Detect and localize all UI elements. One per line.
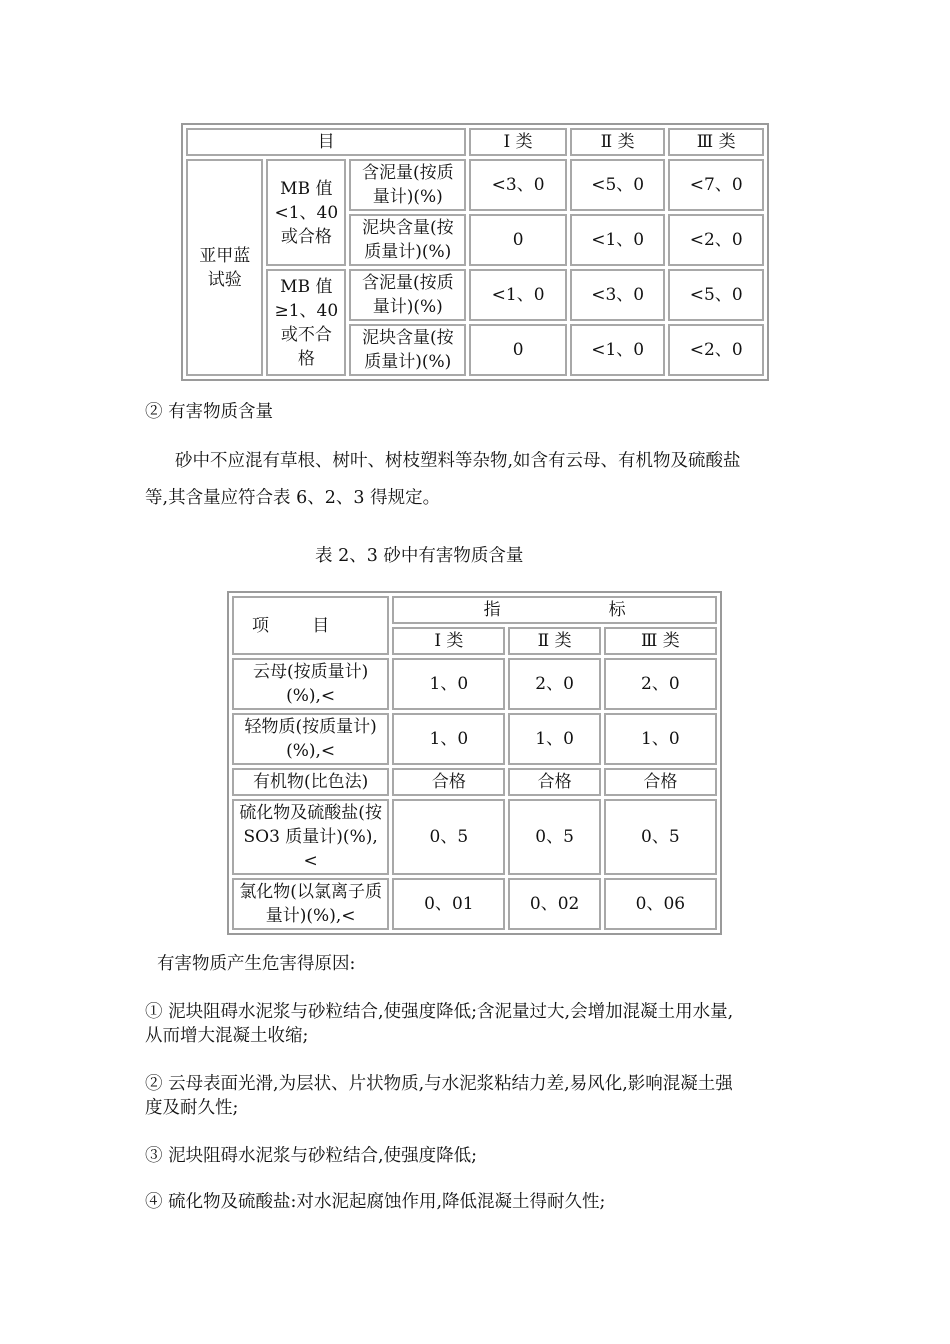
- table-row: [232, 799, 717, 875]
- value-cell: 1、0: [392, 713, 505, 765]
- cause-item-3: ③ 泥块阻碍水泥浆与砂粒结合,使强度降低;: [145, 1146, 478, 1166]
- value-cell: 0、06: [604, 878, 717, 930]
- header-class-1: Ⅰ 类: [469, 128, 567, 156]
- value-cell: 0、01: [392, 878, 505, 930]
- table-header-row: [186, 128, 764, 156]
- value-cell: 合格: [508, 768, 600, 796]
- value-cell: <3、0: [570, 269, 666, 321]
- row-name-cell: 含泥量(按质量计)(%): [349, 269, 466, 321]
- header-item-cell: 项 目: [232, 596, 389, 655]
- value-cell: 0: [469, 324, 567, 376]
- value-cell: 0、5: [392, 799, 505, 875]
- row-name-cell: 氯化物(以氯离子质量计)(%),<: [232, 878, 389, 930]
- value-cell: <1、0: [570, 214, 666, 266]
- table-header-row: [232, 596, 717, 624]
- cause-item-1-line-2: 从而增大混凝土收缩;: [145, 1026, 309, 1046]
- header-class-3: Ⅲ 类: [668, 128, 764, 156]
- value-cell: <1、0: [469, 269, 567, 321]
- section-heading: ② 有害物质含量: [145, 402, 274, 422]
- body-paragraph-line-2: 等,其含量应符合表 6、2、3 得规定。: [145, 488, 441, 508]
- value-cell: 1、0: [508, 713, 600, 765]
- harmful-substance-table: [227, 591, 722, 935]
- group-label-cell: 亚甲蓝试验: [186, 159, 263, 376]
- row-name-cell: 含泥量(按质量计)(%): [349, 159, 466, 211]
- row-name-cell: 泥块含量(按质量计)(%): [349, 324, 466, 376]
- value-cell: <1、0: [570, 324, 666, 376]
- value-cell: 1、0: [392, 658, 505, 710]
- cause-item-2-line-1: ② 云母表面光滑,为层状、片状物质,与水泥浆粘结力差,易风化,影响混凝土强: [145, 1074, 733, 1094]
- table-row: [232, 658, 717, 710]
- causes-intro: 有害物质产生危害得原因:: [157, 954, 356, 974]
- value-cell: 2、0: [508, 658, 600, 710]
- header-class-2: Ⅱ 类: [570, 128, 666, 156]
- value-cell: <2、0: [668, 324, 764, 376]
- header-item-cell: 目: [186, 128, 466, 156]
- cause-item-1-line-1: ① 泥块阻碍水泥浆与砂粒结合,使强度降低;含泥量过大,会增加混凝土用水量,: [145, 1002, 734, 1022]
- header-class-1: Ⅰ 类: [392, 627, 505, 655]
- value-cell: <3、0: [469, 159, 567, 211]
- subgroup-label-cell: MB 值<1、40或合格: [266, 159, 346, 266]
- value-cell: <2、0: [668, 214, 764, 266]
- value-cell: <5、0: [668, 269, 764, 321]
- value-cell: 合格: [392, 768, 505, 796]
- body-paragraph-line-1: 砂中不应混有草根、树叶、树枝塑料等杂物,如含有云母、有机物及硫酸盐: [175, 451, 741, 471]
- value-cell: 0、02: [508, 878, 600, 930]
- value-cell: 合格: [604, 768, 717, 796]
- header-indicator-cell: 指 标: [392, 596, 717, 624]
- value-cell: 2、0: [604, 658, 717, 710]
- aggregate-mud-content-table: [181, 123, 769, 381]
- subgroup-label-cell: MB 值≥1、40或不合格: [266, 269, 346, 376]
- row-name-cell: 有机物(比色法): [232, 768, 389, 796]
- row-name-cell: 云母(按质量计)(%),<: [232, 658, 389, 710]
- row-name-cell: 硫化物及硫酸盐(按 SO3 质量计)(%),<: [232, 799, 389, 875]
- value-cell: 0: [469, 214, 567, 266]
- value-cell: <5、0: [570, 159, 666, 211]
- header-class-3: Ⅲ 类: [604, 627, 717, 655]
- value-cell: 1、0: [604, 713, 717, 765]
- table-caption: 表 2、3 砂中有害物质含量: [315, 546, 524, 566]
- row-name-cell: 轻物质(按质量计)(%),<: [232, 713, 389, 765]
- header-class-2: Ⅱ 类: [508, 627, 600, 655]
- table-row: [186, 159, 764, 211]
- table-row: [232, 878, 717, 930]
- table-row: [232, 713, 717, 765]
- table-row: [232, 768, 717, 796]
- row-name-cell: 泥块含量(按质量计)(%): [349, 214, 466, 266]
- value-cell: <7、0: [668, 159, 764, 211]
- table-row: [186, 269, 764, 321]
- cause-item-4: ④ 硫化物及硫酸盐:对水泥起腐蚀作用,降低混凝土得耐久性;: [145, 1192, 606, 1212]
- cause-item-2-line-2: 度及耐久性;: [145, 1098, 239, 1118]
- value-cell: 0、5: [508, 799, 600, 875]
- value-cell: 0、5: [604, 799, 717, 875]
